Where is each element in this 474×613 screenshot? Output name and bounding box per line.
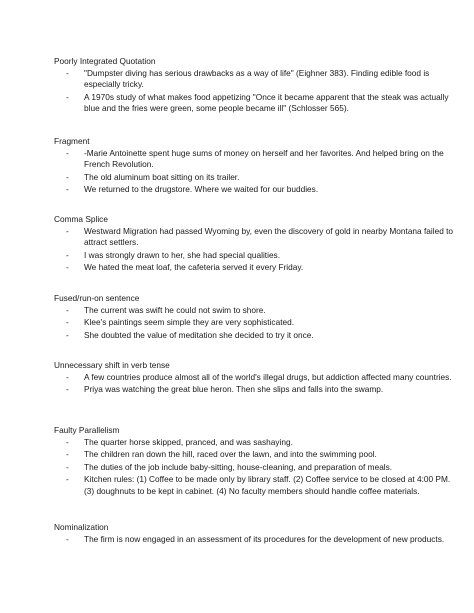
list-item	[54, 372, 454, 383]
list-item	[54, 534, 454, 545]
example-text: The current was swift he could not swim to shore.	[84, 305, 266, 315]
example-list	[54, 534, 454, 545]
section-comma-splice	[54, 214, 454, 275]
dash-bullet: -	[66, 91, 69, 102]
list-item	[54, 449, 454, 460]
dash-bullet: -	[66, 226, 69, 236]
example-list	[54, 305, 454, 341]
dash-bullet: -	[66, 474, 69, 485]
list-item	[54, 462, 454, 473]
example-text: The duties of the job include baby-sitting, house-cleaning, and preparation of meals.	[84, 461, 393, 472]
list-item	[54, 262, 454, 273]
list-item	[54, 148, 454, 171]
example-text: She doubted the value of meditation she decided to try it once.	[84, 329, 314, 340]
list-item	[54, 172, 454, 183]
list-item	[54, 184, 454, 195]
section-heading: Unnecessary shift in verb tense	[54, 360, 170, 370]
example-list	[54, 148, 454, 196]
section-unnecessary-shift-in-verb-tense	[54, 360, 454, 397]
list-item	[54, 437, 454, 448]
section-heading: Faulty Parallelism	[54, 425, 120, 435]
section-faulty-parallelism	[54, 425, 454, 498]
dash-bullet: -	[66, 68, 69, 78]
list-item	[54, 384, 454, 395]
example-text: "Dumpster diving has serious drawbacks as a way of life" (Eighner 383). Finding edible food is especially tricky.	[84, 68, 430, 90]
example-text: I was strongly drawn to her, she had special qualities.	[84, 249, 281, 260]
example-text: Kitchen rules: (1) Coffee to be made only by library staff. (2) Coffee service to be closed at 4:00 PM. (3) doughnuts to be kept in cabinet. (4) No faculty members should handle coffee materials.	[84, 474, 451, 496]
section-fused-run-on-sentence	[54, 293, 454, 342]
section-heading: Comma Splice	[54, 214, 108, 224]
list-item	[54, 226, 454, 249]
list-item	[54, 92, 454, 115]
example-text: The quarter horse skipped, pranced, and was sashaying.	[84, 437, 293, 447]
section-fragment	[54, 136, 454, 197]
dash-bullet: -	[66, 534, 69, 544]
list-item	[54, 305, 454, 316]
list-item	[54, 330, 454, 341]
section-nominalization	[54, 522, 454, 546]
section-heading: Nominalization	[54, 522, 109, 532]
dash-bullet: -	[66, 184, 69, 195]
dash-bullet: -	[66, 305, 69, 315]
example-text: Westward Migration had passed Wyoming by, even the discovery of gold in nearby Montana failed to attract settlers.	[84, 226, 454, 248]
dash-bullet: -	[66, 461, 69, 472]
section-heading: Poorly Integrated Quotation	[54, 56, 156, 66]
list-item	[54, 474, 454, 497]
dash-bullet: -	[66, 437, 69, 447]
example-text: We hated the meat loaf, the cafeteria served it every Friday.	[84, 262, 304, 273]
dash-bullet: -	[66, 249, 69, 260]
example-list	[54, 437, 454, 497]
example-text: Klee's paintings seem simple they are very sophisticated.	[84, 317, 295, 328]
example-list	[54, 226, 454, 274]
dash-bullet: -	[66, 372, 69, 382]
dash-bullet: -	[66, 384, 69, 395]
list-item	[54, 317, 454, 328]
example-text: A few countries produce almost all of the world's illegal drugs, but addiction affected many countries.	[84, 372, 452, 382]
list-item	[54, 250, 454, 261]
example-text: The children ran down the hill, raced over the lawn, and into the swimming pool.	[84, 449, 377, 460]
dash-bullet: -	[66, 171, 69, 182]
section-heading: Fragment	[54, 136, 90, 146]
dash-bullet: -	[66, 148, 69, 158]
example-text: The old aluminum boat sitting on its trailer.	[84, 171, 240, 182]
example-text: A 1970s study of what makes food appetizing "Once it became apparent that the steak was actually blue and the fries were green, some people became ill" (Schlosser 565).	[84, 91, 449, 114]
example-list	[54, 68, 454, 115]
example-list	[54, 372, 454, 396]
section-heading: Fused/run-on sentence	[54, 293, 140, 303]
example-text: We returned to the drugstore. Where we waited for our buddies.	[84, 184, 319, 195]
dash-bullet: -	[66, 317, 69, 328]
dash-bullet: -	[66, 329, 69, 340]
dash-bullet: -	[66, 262, 69, 273]
example-text: The firm is now engaged in an assessment of its procedures for the development of new products.	[84, 534, 445, 544]
example-text: Priya was watching the great blue heron. Then she slips and falls into the swamp.	[84, 384, 384, 395]
section-poorly-integrated-quotation	[54, 56, 454, 116]
example-text: -Marie Antoinette spent huge sums of money on herself and her favorites. And helped bring on the French Revolution.	[84, 148, 444, 170]
dash-bullet: -	[66, 449, 69, 460]
list-item	[54, 68, 454, 91]
